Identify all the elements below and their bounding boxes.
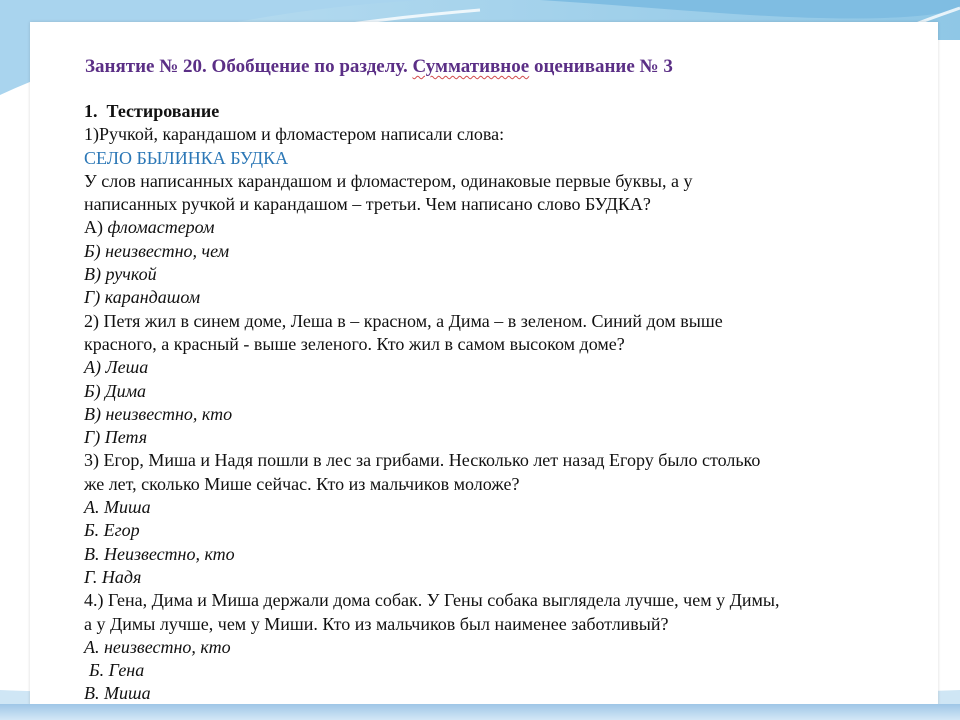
q1-option-c (84, 263, 924, 286)
q4-option-b: Б. Гена (89, 660, 145, 681)
q1-option-d-letter: Г) (84, 287, 101, 308)
q2-line-1: 2) Петя жил в синем доме, Леша в – красном, а Дима – в зеленом. Синий дом выше (84, 310, 723, 331)
q4-line-2: а у Димы лучше, чем у Миши. Кто из мальчиков был наименее заботливый? (84, 613, 669, 634)
q1-line-2: У слов написанных карандашом и фломастером, одинаковые первые буквы, а у (84, 170, 693, 191)
section-heading (84, 100, 924, 123)
q3-line-2: же лет, сколько Мише сейчас. Кто из мальчиков моложе? (84, 473, 520, 494)
lesson-title (85, 56, 673, 78)
q2-option-c: В) неизвестно, кто (84, 403, 233, 424)
q1-option-d (84, 286, 924, 309)
section-number: 1. (84, 101, 98, 121)
q1-option-a-letter: А) (84, 217, 103, 238)
q1-option-d-text: карандашом (100, 287, 201, 308)
bottom-decor-bar (0, 704, 960, 720)
q1-option-b (84, 240, 924, 263)
q2-option-a: А) Леша (84, 357, 149, 378)
q3-option-c: В. Неизвестно, кто (84, 543, 235, 564)
q4-line-1: 4.) Гена, Дима и Миша держали дома собак. У Гены собака выглядела лучше, чем у Димы, (84, 590, 780, 611)
q1-option-a-text: фломастером (103, 217, 215, 238)
q1-line-3: написанных ручкой и карандашом – третьи. Чем написано слово БУДКА? (84, 194, 651, 215)
q3-option-d: Г. Надя (84, 566, 142, 587)
q1-option-b-text: неизвестно, чем (100, 240, 230, 261)
title-prefix: Занятие № 20. Обобщение по разделу. (85, 56, 413, 77)
q1-option-c-text: ручкой (101, 264, 157, 285)
title-summative: Суммативное (412, 56, 530, 77)
q3-option-b: Б. Егор (84, 520, 140, 541)
q2-option-d: Г) Петя (84, 427, 148, 448)
q3-option-a: А. Миша (84, 497, 151, 518)
q4-option-c: В. Миша (84, 683, 151, 704)
q3-line-1: 3) Егор, Миша и Надя пошли в лес за грибами. Несколько лет назад Егору было столько (84, 450, 761, 471)
q2-line-2: красного, а красный - выше зеленого. Кто жил в самом высоком доме? (84, 333, 625, 354)
q1-words: СЕЛО БЫЛИНКА БУДКА (84, 147, 289, 168)
section-title: Тестирование (106, 101, 220, 121)
q1-line-1: 1)Ручкой, карандашом и фломастером написали слова: (84, 124, 505, 145)
q2-option-b: Б) Дима (84, 380, 147, 401)
q4-option-a: А. неизвестно, кто (84, 636, 231, 657)
q1-option-a (84, 216, 924, 239)
document-content (84, 100, 924, 706)
title-suffix: оценивание № 3 (529, 56, 673, 77)
q1-option-b-letter: Б) (84, 240, 101, 261)
q1-option-c-letter: В) (84, 264, 101, 285)
